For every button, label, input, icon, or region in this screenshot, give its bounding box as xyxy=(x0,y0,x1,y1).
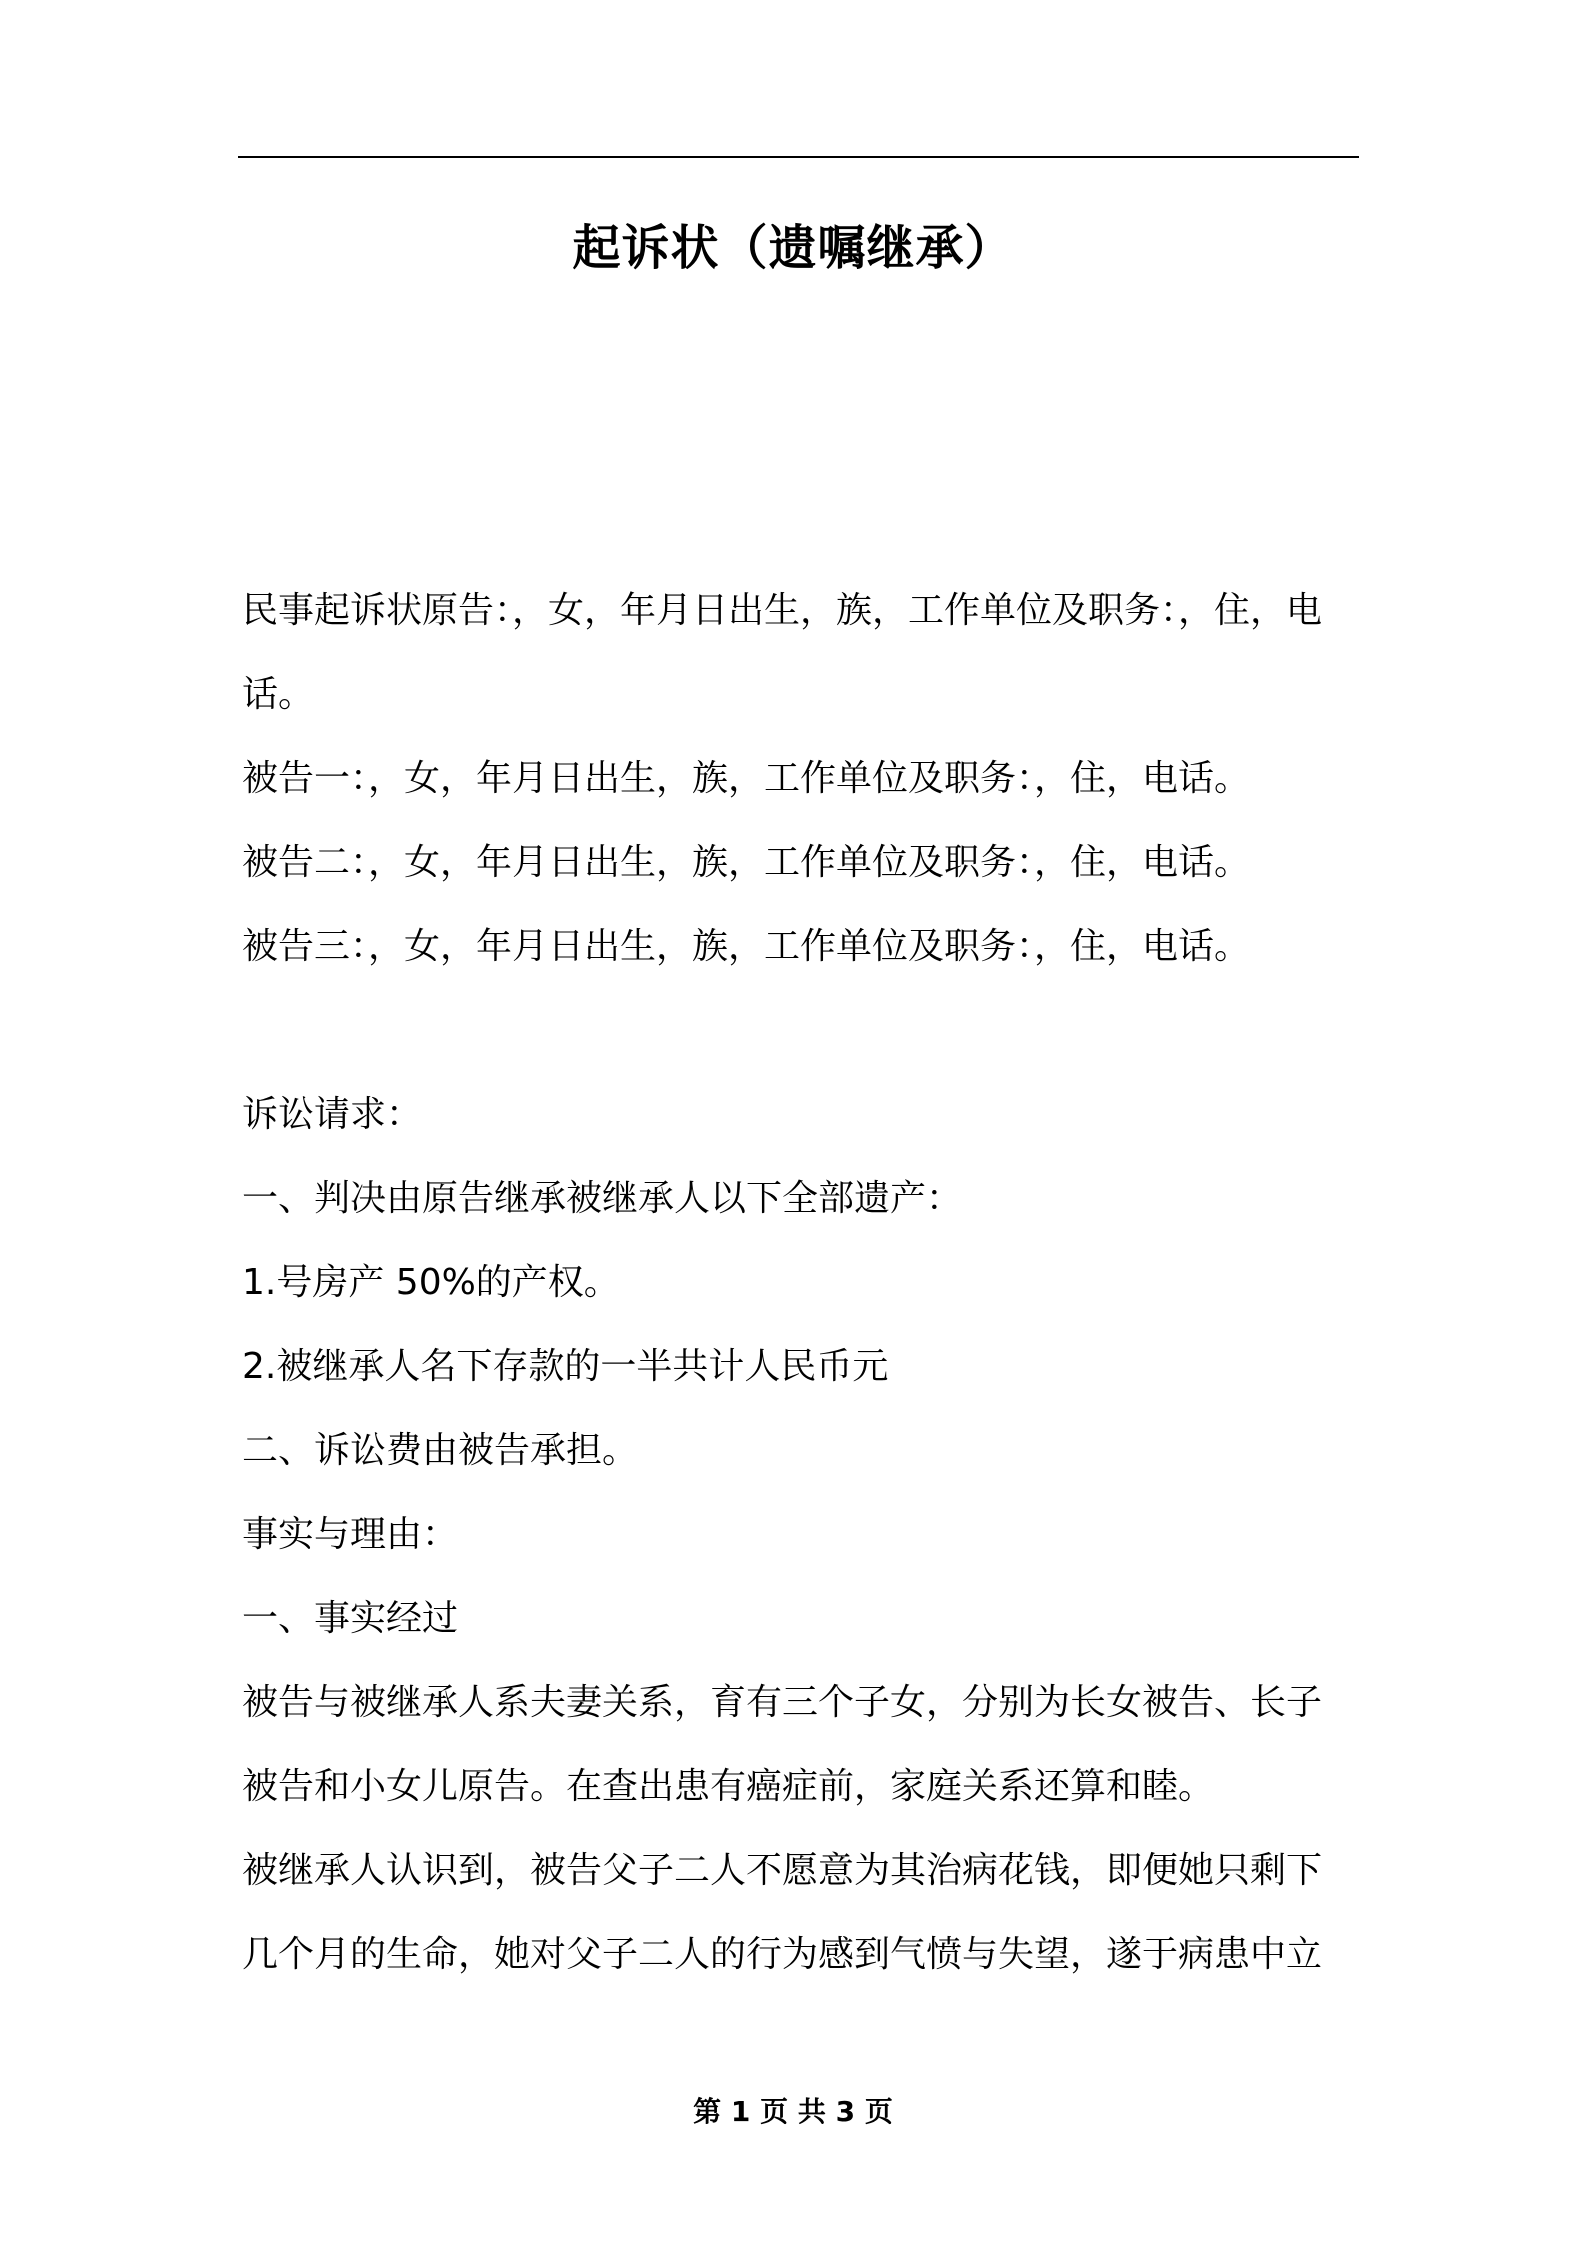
claims-heading: 诉讼请求： xyxy=(242,1094,423,1135)
footer-suffix: 页 xyxy=(864,2095,893,2128)
facts-paragraph-2-line-2: 几个月的生命，她对父子二人的行为感到气愤与失望，遂于病患中立 xyxy=(242,1934,1323,1975)
facts-paragraph-1-line-1: 被告与被继承人系夫妻关系，育有三个子女，分别为长女被告、长子 xyxy=(242,1682,1323,1723)
facts-paragraph-1-line-2: 被告和小女儿原告。在查出患有癌症前，家庭关系还算和睦。 xyxy=(242,1766,1215,1807)
claim-item-1-2: 2.被继承人名下存款的一半共计人民币元 xyxy=(242,1346,889,1387)
facts-paragraph-2-line-1: 被继承人认识到，被告父子二人不愿意为其治病花钱，即便她只剩下 xyxy=(242,1850,1323,1891)
footer-middle: 页 共 xyxy=(760,2095,826,2128)
facts-heading: 事实与理由： xyxy=(242,1514,459,1555)
page-footer xyxy=(0,2092,1586,2132)
defendant-1-line: 被告一：，女，年月日出生，族，工作单位及职务：，住，电话。 xyxy=(242,758,1251,799)
plaintiff-line-2: 话。 xyxy=(242,674,315,715)
document-body xyxy=(242,569,1360,1997)
document-title: 起诉状（遗嘱继承） xyxy=(572,220,1014,276)
section-spacer xyxy=(242,989,1360,1073)
footer-prefix: 第 xyxy=(693,2095,722,2128)
footer-total-pages: 3 xyxy=(835,2095,856,2128)
facts-subheading: 一、事实经过 xyxy=(242,1598,459,1639)
claim-item-2: 二、诉讼费由被告承担。 xyxy=(242,1430,639,1471)
claim-item-1-1: 1.号房产 50%的产权。 xyxy=(242,1262,620,1303)
plaintiff-line-1: 民事起诉状原告：，女，年月日出生，族，工作单位及职务：，住，电 xyxy=(242,590,1323,631)
header-rule xyxy=(238,156,1359,158)
defendant-3-line: 被告三：，女，年月日出生，族，工作单位及职务：，住，电话。 xyxy=(242,926,1251,967)
defendant-2-line: 被告二：，女，年月日出生，族，工作单位及职务：，住，电话。 xyxy=(242,842,1251,883)
claim-item-1: 一、判决由原告继承被继承人以下全部遗产： xyxy=(242,1178,963,1219)
footer-current-page: 1 xyxy=(730,2095,751,2128)
